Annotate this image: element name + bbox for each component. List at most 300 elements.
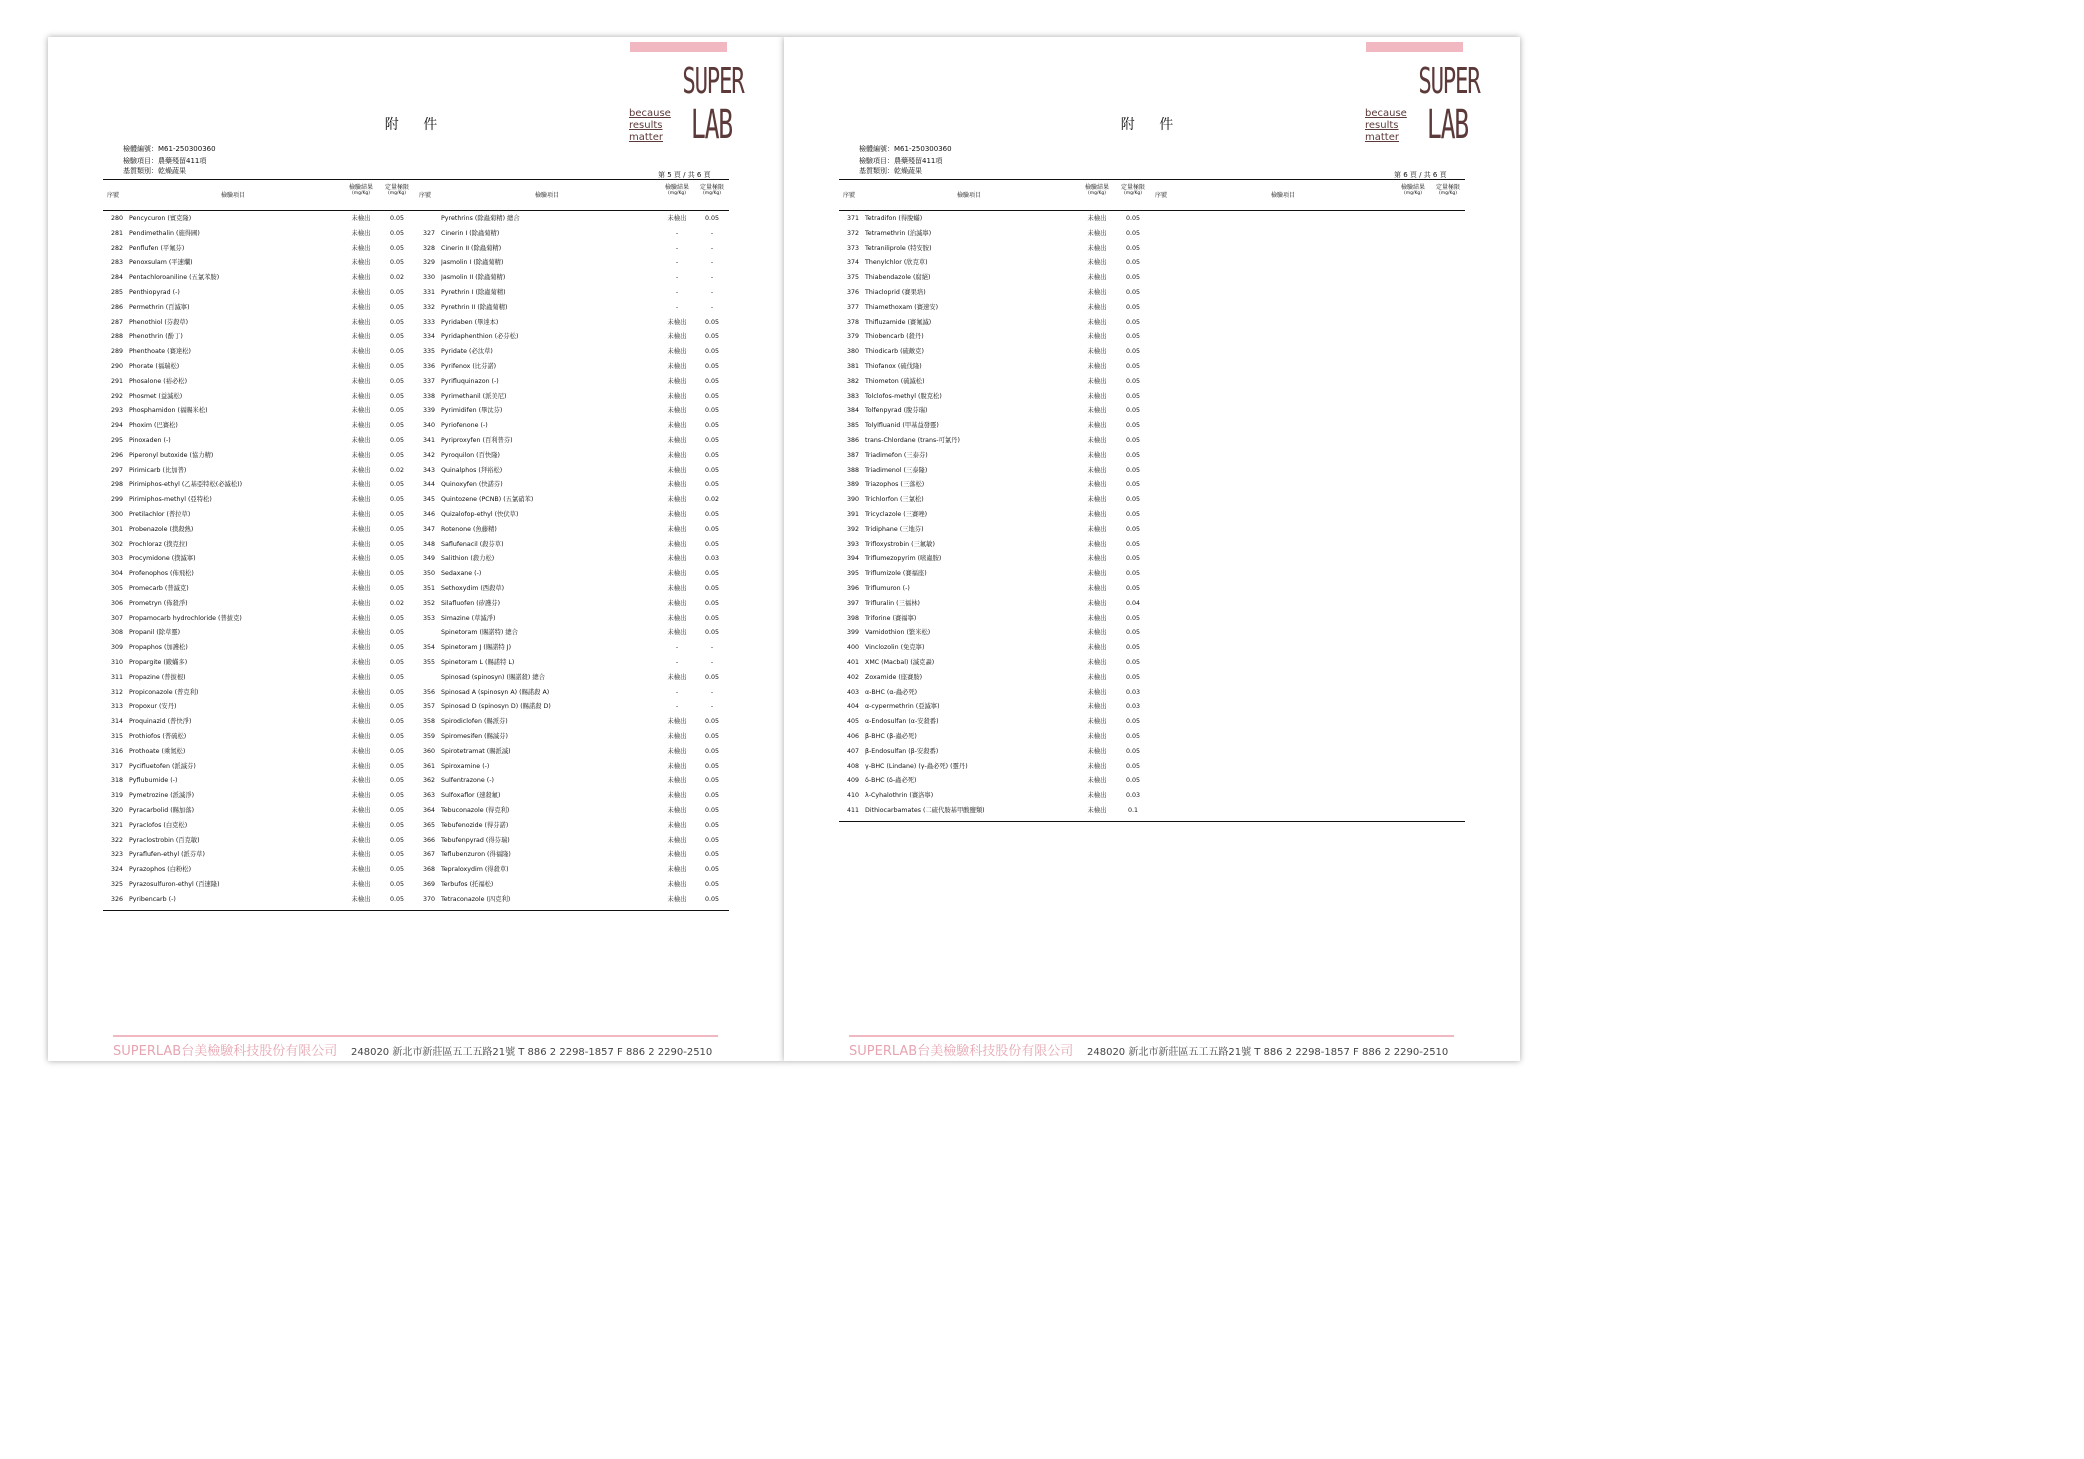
row-item: Penoxsulam (平速爛) — [129, 259, 193, 267]
row-seq: 306 — [110, 599, 123, 607]
row-loq: 0.05 — [389, 407, 405, 415]
row-seq-2: 351 — [422, 585, 435, 592]
table-row — [839, 671, 1465, 686]
brand-bar — [1366, 42, 1463, 52]
row-loq: 0.05 — [389, 718, 405, 726]
row-result-2: 未檢出 — [667, 599, 687, 607]
row-item: Tetradifon (得脫蟎) — [865, 215, 923, 222]
row-item-2: Sulfentrazone (-) — [441, 777, 494, 785]
logo-lab: LAB — [1426, 102, 1468, 148]
matrix-type: 基質類別：乾燥蔬果 — [123, 167, 186, 175]
row-result: 未檢出 — [351, 585, 371, 592]
row-loq: 0.05 — [389, 881, 405, 888]
row-seq: 297 — [110, 466, 123, 474]
row-loq-2: 0.05 — [704, 821, 720, 829]
row-result-2: 未檢出 — [667, 851, 687, 859]
row-seq: 374 — [846, 259, 859, 267]
table-row — [839, 375, 1465, 390]
row-result: 未檢出 — [1087, 673, 1107, 681]
row-loq: 0.05 — [1125, 644, 1141, 652]
row-item-2: Silafluofen (矽護芬) — [441, 599, 501, 607]
row-result: 未檢出 — [351, 718, 371, 726]
row-item: Triazophos (三落松) — [865, 481, 925, 489]
row-item-2: Jasmolin I (除蟲菊精) — [441, 259, 504, 267]
row-result: 未檢出 — [351, 348, 371, 356]
row-loq: 0.05 — [1125, 318, 1141, 326]
row-item: Pyraclostrobin (百克敏) — [129, 836, 200, 844]
table-row — [839, 523, 1465, 538]
row-loq: 0.05 — [389, 451, 405, 459]
row-loq-2: 0.05 — [704, 318, 720, 326]
row-loq: 0.03 — [1125, 703, 1141, 711]
row-loq-2: 0.03 — [704, 555, 720, 563]
row-loq: 0.05 — [389, 303, 405, 311]
row-item: Propoxur (安丹) — [129, 703, 177, 711]
row-result: 未檢出 — [351, 851, 371, 859]
row-seq: 310 — [110, 659, 123, 666]
table-row — [103, 848, 729, 863]
row-loq-2: 0.05 — [704, 466, 720, 474]
table-row — [103, 330, 729, 345]
row-loq: 0.05 — [1125, 496, 1141, 504]
row-result-2: - — [675, 244, 679, 252]
row-result-2: 未檢出 — [667, 762, 687, 770]
row-item-2: Tepraloxydim (得殺草) — [441, 866, 509, 874]
row-loq-2: 0.05 — [704, 570, 720, 578]
row-item: Tridiphane (三地芬) — [865, 525, 924, 533]
table-row — [103, 271, 729, 286]
row-result: 未檢出 — [351, 570, 371, 578]
report-page-6 — [784, 37, 1520, 1061]
row-result: 未檢出 — [1087, 540, 1107, 548]
row-loq-2: 0.05 — [704, 881, 720, 888]
row-seq-2: 356 — [422, 688, 435, 696]
row-result-2: 未檢出 — [667, 585, 687, 592]
row-item-2: Spirodiclofen (賜派芬) — [441, 718, 508, 726]
row-loq: 0.05 — [1125, 777, 1141, 785]
results-table — [103, 179, 729, 907]
row-item-2: Cinerin I (除蟲菊精) — [441, 229, 500, 237]
row-result-2: - — [675, 274, 679, 282]
row-loq: 0.05 — [389, 540, 405, 548]
row-result-2: 未檢出 — [667, 377, 687, 385]
row-result: 未檢出 — [351, 259, 371, 267]
row-item-2: Spirotetramat (賜派滅) — [441, 747, 511, 755]
row-item: Tolclofos-methyl (脫克松) — [865, 392, 942, 400]
row-item: Thiacloprid (賽果培) — [865, 289, 926, 296]
row-result: 未檢出 — [351, 466, 371, 474]
row-seq: 319 — [110, 792, 123, 800]
row-result: 未檢出 — [1087, 718, 1107, 726]
row-item: Pycifluetofen (派滅芬) — [129, 762, 196, 770]
row-loq: 0.05 — [1125, 673, 1141, 681]
row-result: 未檢出 — [351, 215, 371, 222]
row-loq-2: - — [710, 688, 714, 696]
row-seq: 316 — [110, 747, 123, 755]
row-result: 未檢出 — [351, 673, 371, 681]
table-row — [103, 212, 729, 227]
row-result-2: - — [675, 289, 679, 296]
row-seq: 291 — [110, 377, 123, 385]
row-item: Proquinazid (普快淨) — [129, 718, 192, 726]
row-result-2: - — [675, 703, 679, 711]
row-seq: 307 — [110, 614, 123, 622]
row-item-2: Saflufenacil (殺芬草) — [441, 540, 504, 548]
row-result: 未檢出 — [351, 703, 371, 711]
row-item-2: Teflubenzuron (得福隆) — [441, 851, 511, 859]
row-result: 未檢出 — [1087, 511, 1107, 518]
table-row — [103, 449, 729, 464]
table-row — [839, 478, 1465, 493]
table-row — [839, 745, 1465, 760]
table-row — [103, 256, 729, 271]
row-seq: 325 — [110, 881, 123, 888]
table-row — [103, 656, 729, 671]
row-result-2: 未檢出 — [667, 333, 687, 341]
row-seq: 295 — [110, 437, 123, 444]
row-seq-2: 358 — [422, 718, 435, 726]
row-result: 未檢出 — [351, 318, 371, 326]
row-seq-2: 348 — [422, 540, 435, 548]
row-result: 未檢出 — [351, 762, 371, 770]
row-seq-2: 343 — [422, 466, 435, 474]
page-title: 附 件 — [384, 117, 448, 133]
row-loq: 0.05 — [1125, 629, 1141, 637]
row-seq: 311 — [110, 673, 123, 681]
row-item: Thiamethoxam (賽速安) — [865, 303, 939, 311]
row-loq-2: 0.05 — [704, 836, 720, 844]
row-seq-2: 363 — [422, 792, 435, 800]
row-loq: 0.05 — [389, 821, 405, 829]
row-seq: 404 — [846, 703, 859, 711]
row-item: β-BHC (β-蟲必死) — [865, 733, 917, 740]
table-row — [103, 715, 729, 730]
row-result: 未檢出 — [351, 377, 371, 385]
row-result-2: 未檢出 — [667, 318, 687, 326]
row-result: 未檢出 — [1087, 555, 1107, 563]
table-row — [839, 508, 1465, 523]
row-seq-2: 367 — [422, 851, 435, 859]
row-seq: 308 — [110, 629, 123, 637]
table-row — [103, 700, 729, 715]
table-row — [103, 464, 729, 479]
row-seq-2: 338 — [422, 392, 435, 400]
row-seq: 299 — [110, 496, 123, 504]
row-result: 未檢出 — [1087, 348, 1107, 356]
row-item: Zoxamide (座賽胺) — [865, 673, 923, 681]
row-seq: 287 — [110, 318, 123, 326]
row-result: 未檢出 — [351, 437, 371, 444]
row-seq: 397 — [846, 599, 859, 607]
row-item-2: Pyrimidifen (畢汰芬) — [441, 407, 503, 415]
footer-rule — [113, 1035, 718, 1037]
row-item-2: Spinetoram J (賜諾特 J) — [441, 644, 512, 652]
table-row — [103, 419, 729, 434]
row-item: Propiconazole (普克利) — [129, 688, 199, 696]
row-loq-2: 0.05 — [704, 792, 720, 800]
header-seq: 序號 — [106, 192, 119, 199]
row-loq: 0.05 — [389, 363, 405, 370]
row-result: 未檢出 — [1087, 585, 1107, 592]
row-loq: 0.05 — [389, 377, 405, 385]
row-item: Propaphos (加護松) — [129, 644, 188, 652]
row-loq: 0.05 — [1125, 392, 1141, 400]
row-item: Pyribencarb (-) — [129, 895, 176, 903]
row-seq-2: 354 — [422, 644, 435, 652]
row-seq: 288 — [110, 333, 123, 341]
table-row — [103, 508, 729, 523]
table-row — [839, 256, 1465, 271]
table-row — [839, 464, 1465, 479]
row-loq: 0.05 — [1125, 747, 1141, 755]
table-row — [839, 330, 1465, 345]
row-loq: 0.05 — [389, 866, 405, 874]
row-loq: 0.05 — [389, 229, 405, 237]
row-result: 未檢出 — [1087, 274, 1107, 282]
row-loq: 0.05 — [389, 392, 405, 400]
row-seq: 390 — [846, 496, 859, 504]
row-seq: 403 — [846, 688, 859, 696]
row-loq-2: 0.05 — [704, 777, 720, 785]
row-loq-2: 0.05 — [704, 348, 720, 356]
row-result: 未檢出 — [351, 792, 371, 800]
row-item-2: Terbufos (托福松) — [441, 881, 494, 888]
row-loq-2: 0.05 — [704, 481, 720, 489]
row-loq-2: 0.05 — [704, 377, 720, 385]
row-item-2: Pyrimethanil (派美尼) — [441, 392, 507, 400]
row-loq: 0.05 — [1125, 733, 1141, 740]
row-loq: 0.05 — [389, 836, 405, 844]
table-row — [839, 390, 1465, 405]
row-seq: 401 — [846, 659, 859, 666]
logo-super: SUPER — [1418, 61, 1480, 102]
table-row — [839, 567, 1465, 582]
row-seq: 381 — [846, 363, 859, 370]
row-item: Vamidothion (繁米松) — [865, 629, 931, 637]
row-seq: 320 — [110, 807, 123, 814]
row-item: Pentachloroaniline (五氯苯胺) — [129, 274, 220, 282]
results-table — [839, 179, 1465, 907]
row-item: Thifluzamide (賽氟滅) — [865, 318, 932, 326]
table-row — [103, 819, 729, 834]
row-seq-2: 359 — [422, 733, 435, 740]
row-seq: 322 — [110, 836, 123, 844]
row-loq: 0.05 — [1125, 437, 1141, 444]
table-row — [839, 404, 1465, 419]
row-loq-2: 0.05 — [704, 747, 720, 755]
row-result-2: - — [675, 644, 679, 652]
row-loq-2: 0.05 — [704, 215, 720, 222]
row-loq: 0.05 — [1125, 555, 1141, 563]
row-result: 未檢出 — [351, 747, 371, 755]
row-loq-2: 0.05 — [704, 629, 720, 637]
table-row — [839, 538, 1465, 553]
row-loq: 0.05 — [1125, 259, 1141, 267]
table-row — [103, 375, 729, 390]
row-seq: 303 — [110, 555, 123, 563]
row-item: Thiofanox (硫伐隆) — [865, 363, 922, 370]
row-loq: 0.05 — [1125, 363, 1141, 370]
row-item: Pendimethalin (施得圃) — [129, 229, 200, 237]
row-seq: 376 — [846, 289, 859, 296]
row-item-2: Pyriofenone (-) — [441, 422, 488, 430]
row-result-2: 未檢出 — [667, 555, 687, 563]
row-item-2: Spinosad (spinosyn) (賜諾殺) 總合 — [441, 673, 545, 681]
report-page-5 — [48, 37, 784, 1061]
row-item: Prochloraz (撲克拉) — [129, 540, 188, 548]
row-result: 未檢出 — [351, 540, 371, 548]
header-result-2: 檢驗結果 (mg/Kg) — [1400, 184, 1425, 196]
row-loq: 0.05 — [389, 259, 405, 267]
row-loq: 0.03 — [1125, 688, 1141, 696]
row-result-2: 未檢出 — [667, 511, 687, 518]
row-loq: 0.05 — [389, 777, 405, 785]
row-loq: 0.05 — [389, 437, 405, 444]
row-item-2: Tebuconazole (得克利) — [441, 807, 510, 814]
row-result: 未檢出 — [1087, 703, 1107, 711]
row-seq: 387 — [846, 451, 859, 459]
row-item-2: Sulfoxaflor (速殺氟) — [441, 792, 501, 800]
row-loq: 0.03 — [1125, 792, 1141, 800]
row-item-2: Pyrifenox (比芬諾) — [441, 363, 497, 370]
row-item: Pyrazophos (白粉松) — [129, 866, 192, 874]
row-result-2: - — [675, 303, 679, 311]
row-loq: 0.05 — [389, 585, 405, 592]
table-row — [103, 404, 729, 419]
row-loq: 0.05 — [1125, 289, 1141, 296]
row-loq: 0.05 — [1125, 333, 1141, 341]
row-seq: 410 — [846, 792, 859, 800]
row-seq: 373 — [846, 244, 859, 252]
row-loq: 0.05 — [389, 807, 405, 814]
row-item: Propamocarb hydrochloride (普拔克) — [129, 614, 242, 622]
row-item: trans-Chlordane (trans-可氯丹) — [865, 437, 960, 444]
row-loq-2: 0.05 — [704, 673, 720, 681]
row-item: Pirimiphos-ethyl (乙基亞特松(必滅松)) — [129, 481, 243, 489]
row-item: Thiobencarb (殺丹) — [865, 333, 924, 341]
row-loq-2: 0.05 — [704, 437, 720, 444]
table-row — [839, 419, 1465, 434]
row-result-2: 未檢出 — [667, 895, 687, 903]
table-row — [103, 863, 729, 878]
row-result: 未檢出 — [351, 333, 371, 341]
row-loq-2: 0.05 — [704, 333, 720, 341]
row-seq: 402 — [846, 673, 859, 681]
row-seq-2: 369 — [422, 881, 435, 888]
row-result: 未檢出 — [351, 496, 371, 504]
row-result: 未檢出 — [351, 555, 371, 563]
row-result: 未檢出 — [351, 525, 371, 533]
row-seq-2: 352 — [422, 599, 435, 607]
row-seq: 293 — [110, 407, 123, 415]
row-loq: 0.05 — [1125, 511, 1141, 518]
row-result: 未檢出 — [1087, 289, 1107, 296]
row-result: 未檢出 — [1087, 363, 1107, 370]
header-item-2: 檢驗項目 — [534, 192, 559, 199]
row-result: 未檢出 — [351, 659, 371, 666]
row-item: Propazine (普拔根) — [129, 673, 186, 681]
row-loq: 0.05 — [1125, 377, 1141, 385]
table-row — [103, 523, 729, 538]
row-result: 未檢出 — [1087, 777, 1107, 785]
header-loq: 定量極限 (mg/Kg) — [384, 184, 409, 196]
footer-address: 248020 新北市新莊區五工五路21號 T 886 2 2298-1857 F 886 2 2290-2510 — [351, 1047, 713, 1058]
row-item: Penthiopyrad (-) — [129, 289, 180, 296]
row-seq: 388 — [846, 466, 859, 474]
header-result: 檢驗結果 (mg/Kg) — [348, 184, 373, 196]
row-result-2: 未檢出 — [667, 496, 687, 504]
row-seq: 398 — [846, 614, 859, 622]
row-result-2: 未檢出 — [667, 629, 687, 637]
row-seq: 411 — [846, 807, 859, 814]
row-loq-2: 0.05 — [704, 895, 720, 903]
page-number: 第 6 頁 / 共 6 頁 — [1394, 171, 1447, 179]
footer-company: SUPERLAB台美檢驗科技股份有限公司 — [849, 1044, 1074, 1059]
row-result-2: 未檢出 — [667, 392, 687, 400]
row-loq: 0.05 — [1125, 718, 1141, 726]
row-result: 未檢出 — [1087, 688, 1107, 696]
row-item: Triflumizole (賽福座) — [865, 570, 927, 578]
row-seq: 290 — [110, 363, 123, 370]
row-loq-2: 0.05 — [704, 525, 720, 533]
row-item: XMC (Macbal) (滅克蝨) — [865, 659, 935, 666]
row-loq-2: 0.05 — [704, 614, 720, 622]
table-row — [839, 715, 1465, 730]
row-result: 未檢出 — [1087, 407, 1107, 415]
header-item: 檢驗項目 — [956, 192, 981, 199]
row-seq: 309 — [110, 644, 123, 652]
row-item: Pymetrozine (派滅淨) — [129, 792, 195, 800]
footer-address: 248020 新北市新莊區五工五路21號 T 886 2 2298-1857 F 886 2 2290-2510 — [1087, 1047, 1449, 1058]
row-item-2: Tetraconazole (四克利) — [441, 895, 511, 903]
row-loq: 0.05 — [389, 703, 405, 711]
row-result: 未檢出 — [351, 866, 371, 874]
row-loq-2: 0.05 — [704, 407, 720, 415]
row-result: 未檢出 — [1087, 762, 1107, 770]
table-header — [103, 179, 729, 211]
row-item: Permethrin (百滅寧) — [129, 303, 190, 311]
row-result: 未檢出 — [1087, 318, 1107, 326]
row-result: 未檢出 — [351, 614, 371, 622]
row-item: Profenophos (佈飛松) — [129, 570, 194, 578]
row-result-2: 未檢出 — [667, 215, 687, 222]
header-loq-2: 定量極限 (mg/Kg) — [1435, 184, 1460, 196]
row-result-2: 未檢出 — [667, 866, 687, 874]
row-seq: 323 — [110, 851, 123, 859]
table-row — [839, 641, 1465, 656]
row-seq: 289 — [110, 348, 123, 356]
row-seq: 408 — [846, 762, 859, 770]
table-row — [103, 774, 729, 789]
row-loq: 0.05 — [389, 289, 405, 296]
row-item-2: Quinalphos (拜裕松) — [441, 466, 503, 474]
row-result: 未檢出 — [1087, 570, 1107, 578]
row-item: λ-Cyhalothrin (賽洛寧) — [865, 792, 934, 800]
row-loq: 0.05 — [389, 244, 405, 252]
table-row — [103, 227, 729, 242]
table-row — [103, 538, 729, 553]
row-item: Vinclozolin (免克寧) — [865, 644, 925, 652]
row-item: Pyflubumide (-) — [129, 777, 178, 785]
row-loq-2: 0.05 — [704, 540, 720, 548]
row-item: Phosphamidon (福賜米松) — [129, 407, 208, 415]
row-seq: 385 — [846, 422, 859, 430]
row-item-2: Salithion (殺力松) — [441, 555, 495, 563]
table-row — [839, 227, 1465, 242]
row-item-2: Spiromesifen (賜滅芬) — [441, 733, 508, 740]
row-result: 未檢出 — [1087, 215, 1107, 222]
row-seq: 406 — [846, 733, 859, 740]
